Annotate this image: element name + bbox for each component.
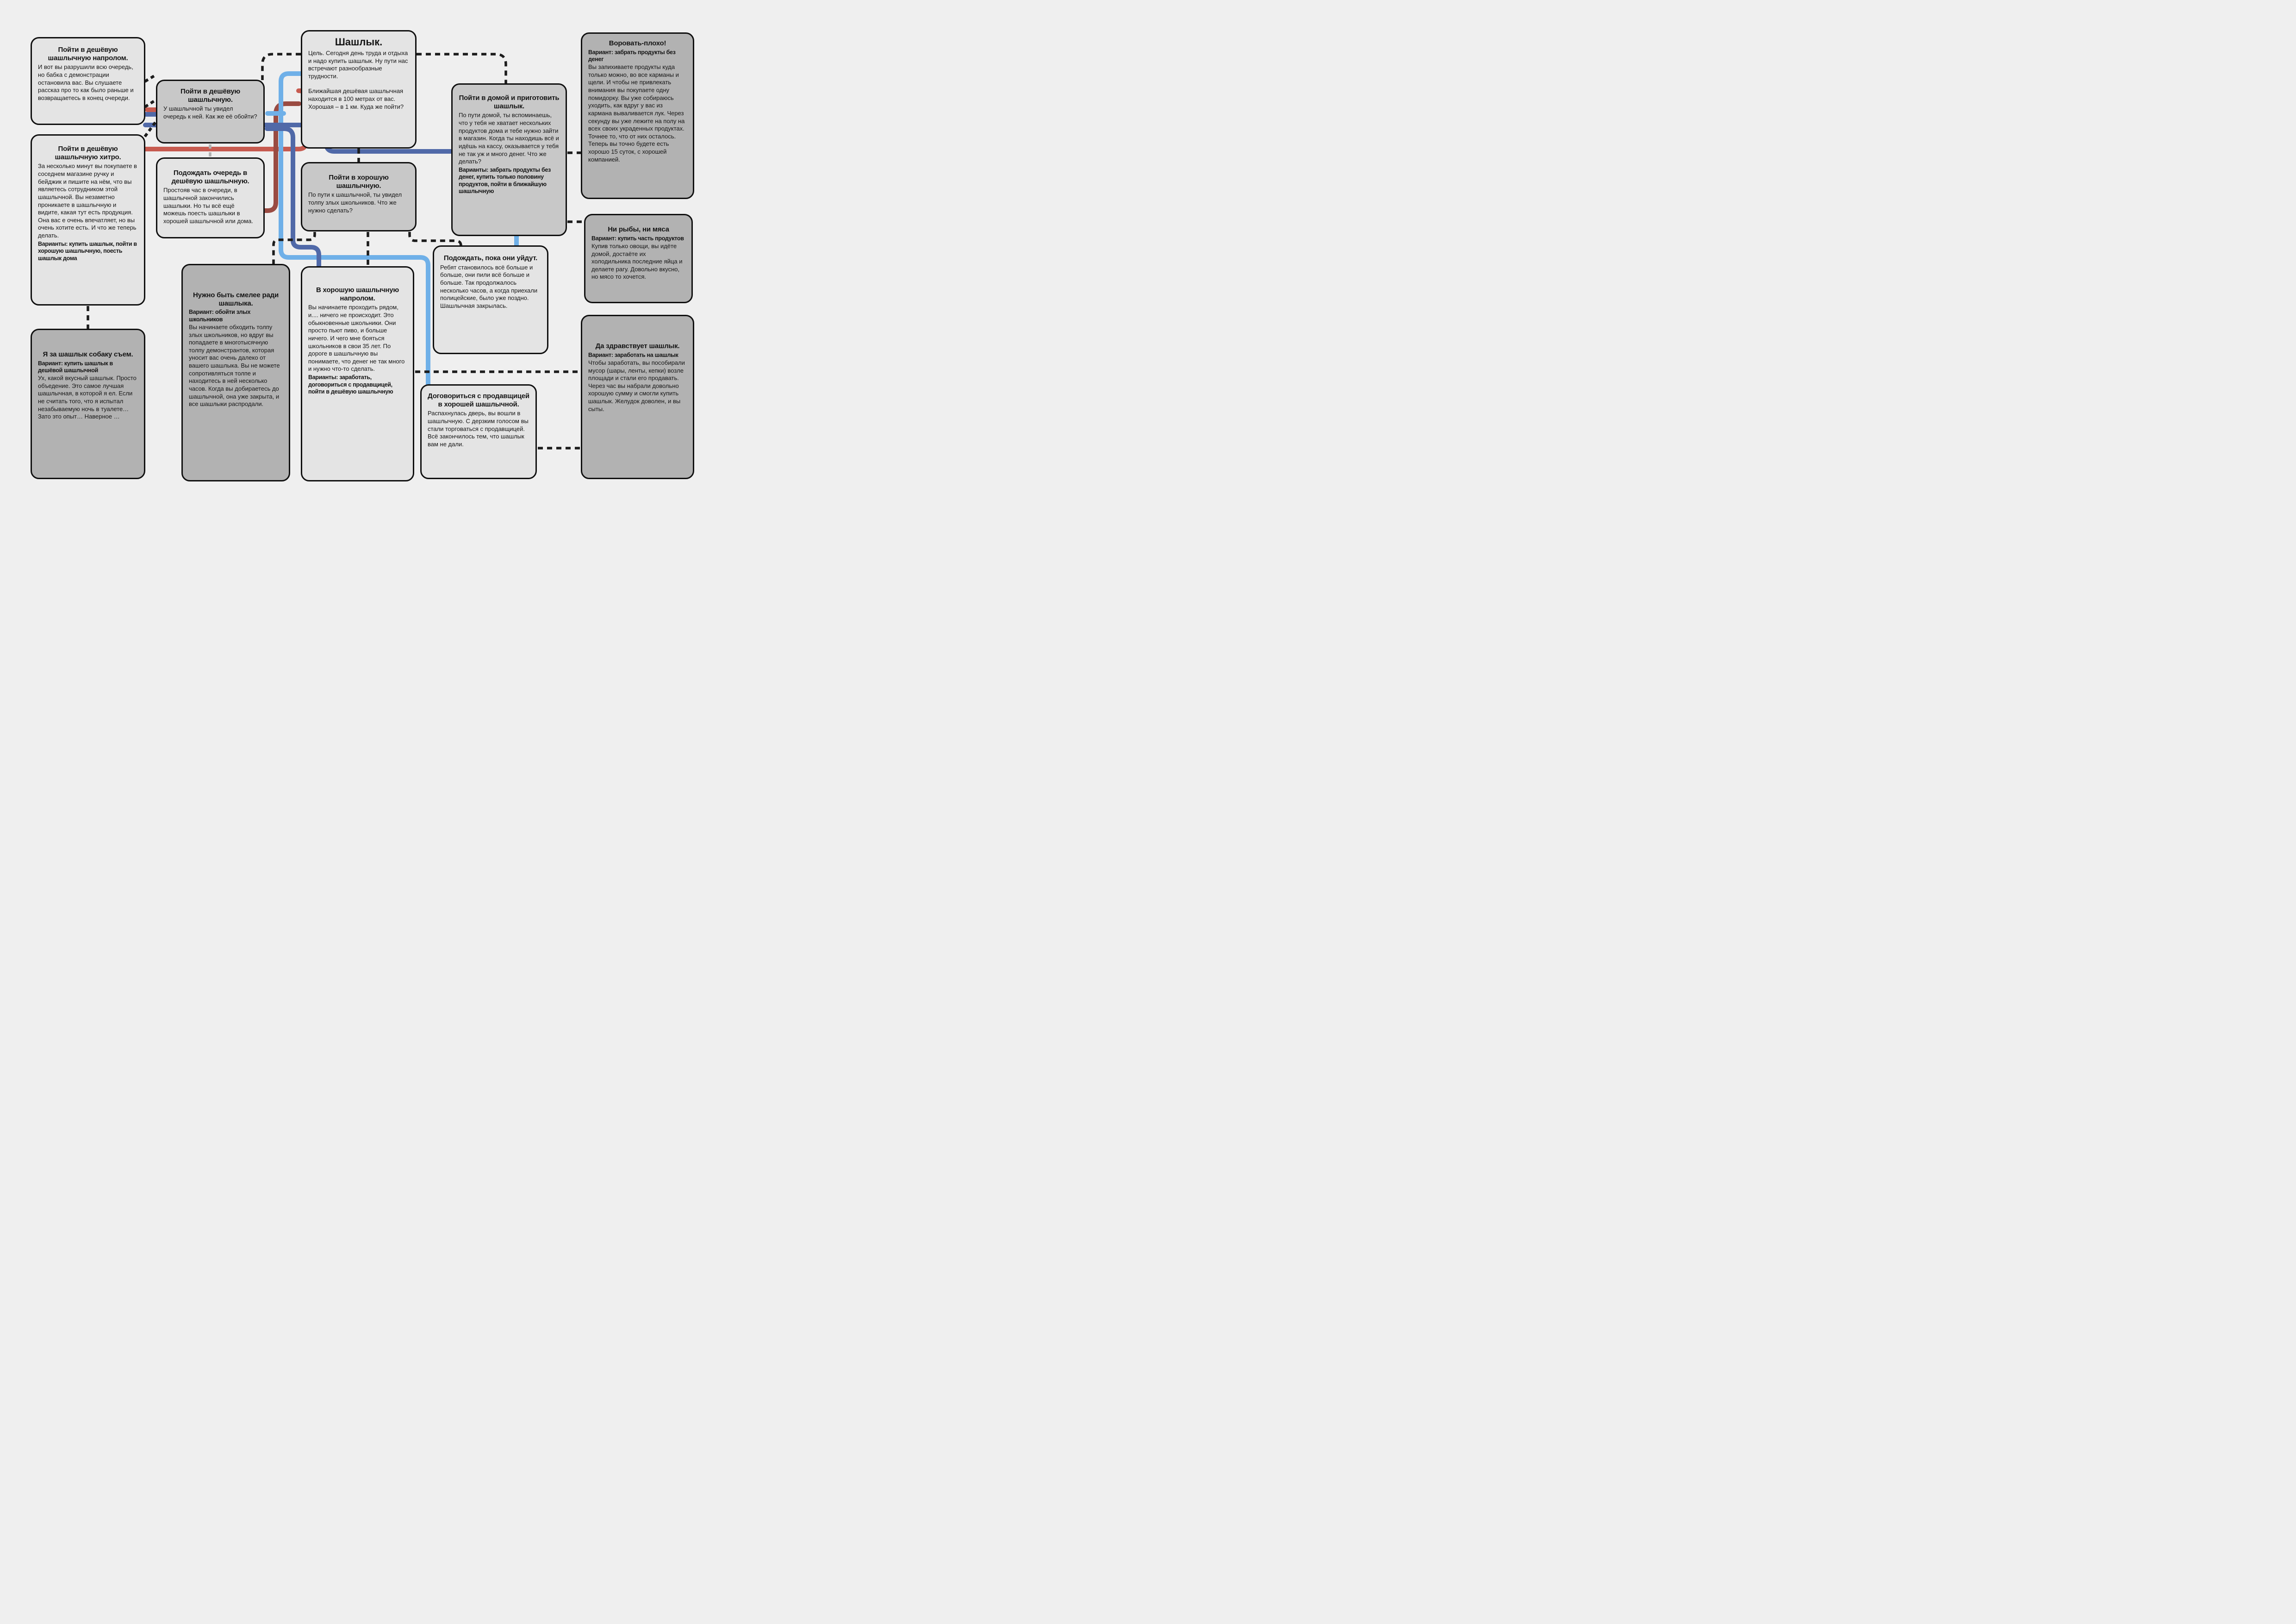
node-no-fish-no-meat-variant: Вариант: купить часть продуктов [591, 235, 684, 242]
node-good-body: По пути к шашлычной, ты увидел толпу злых школьников. Что же нужно сделать? [308, 191, 402, 214]
node-shashlik [301, 30, 417, 149]
link-blunt-to-cheap-diag [145, 75, 156, 81]
flowchart-canvas [0, 0, 726, 513]
node-cheap-blunt-body: И вот вы разрушили всю очередь, но бабка с демонстрации остановила вас. Вы слушаете рассказ про то как было раньше и возвращаетесь в конец очереди. [38, 63, 134, 101]
node-cheap-blunt-title: Пойти в дешёвую шашлычную напролом. [48, 46, 128, 62]
node-be-braver-body: Вы начинаете обходить толпу злых школьников, но вдруг вы попадаете в многотысячную толпу демонстрантов, которая уносит вас очень далеко от вашего шашлыка. Вы не можете сопротивляться толпе и находитесь в ней несколько часов. Когда вы добираетесь до шашлычной, она уже закрыта, и все шашлыки распродали. [189, 323, 280, 408]
node-wait-leave [433, 245, 548, 354]
node-eat-dog-variant: Вариант: купить шашлык в дешёвой шашлычной [38, 360, 113, 374]
node-cheap-blunt [31, 37, 145, 125]
node-negotiate-title: Договориться с продавщицей в хорошей шашлычной. [428, 392, 529, 408]
node-be-braver-variant: Вариант: обойти злых школьников [189, 309, 251, 323]
node-eat-dog-body: Ух, какой вкусный шашлык. Просто объедение. Это самое лучшая шашлычная, в которой я ел. Если не считать того, что я испытал незабываемую ночь в туалете… Зато это опыт… Наверное … [38, 375, 137, 420]
node-cheap-body: У шашлычной ты увидел очередь к ней. Как же её обойти? [163, 105, 257, 120]
node-long-live [581, 315, 694, 479]
node-wait-queue [156, 157, 265, 238]
node-long-live-title: Да здравствует шашлык. [595, 342, 680, 350]
link-blunt-to-cheap-diag2 [145, 100, 156, 107]
node-wait-leave-body: Ребят становилось всё больше и больше, они пили всё больше и больше. Так продолжалось несколько часов, а когда приехали полицейские, было уже поздно. Шашлычная закрылась. [440, 263, 538, 309]
node-no-fish-no-meat [584, 214, 693, 303]
node-go-home-options: Варианты: забрать продукты без денег, купить только половину продуктов, пойти в ближайшую шашлычную [459, 166, 551, 195]
node-go-home [451, 83, 567, 236]
node-cheap-clever-body: За несколько минут вы покупаете в соседнем магазине ручку и бейджик и пишите на нём, что вы являетесь сотрудником этой шашлычной. Вы незаметно проникаете в шашлычную и видите, какая тут есть продукция. Она вас е очень впечатляет, но вы очень хотите есть. И что же теперь делать. [38, 162, 137, 239]
node-go-home-body: По пути домой, ты вспоминаешь, что у тебя не хватает нескольких продуктов дома и тебе нужно зайти в магазин. Когда ты находишь всё и идёшь на кассу, оказывается у тебя не так уж и много денег. Что же делать? [459, 112, 559, 165]
node-stealing-bad [581, 32, 694, 199]
node-be-braver [181, 264, 290, 481]
link-shashlik-to-home [417, 54, 506, 84]
node-good-blunt [301, 266, 414, 481]
node-be-braver-title: Нужно быть смелее ради шашлыка. [193, 291, 279, 307]
node-good-blunt-title: В хорошую шашлычную напролом. [316, 286, 399, 302]
node-cheap-title: Пойти в дешёвую шашлычную. [180, 87, 240, 104]
node-eat-dog [31, 329, 145, 479]
node-no-fish-no-meat-title: Ни рыбы, ни мяса [608, 225, 669, 233]
node-stealing-bad-variant: Вариант: забрать продукты без денег [588, 49, 676, 62]
node-negotiate [420, 384, 537, 479]
node-cheap-clever-options: Варианты: купить шашлык, пойти в хорошую шашлычную, поесть шашлык дома [38, 240, 137, 262]
node-stealing-bad-title: Воровать-плохо! [609, 39, 666, 47]
node-good-blunt-options: Варианты: заработать, договориться с продавщицей, пойти в дешёвую шашлычную [308, 374, 393, 395]
node-no-fish-no-meat-body: Купив только овощи, вы идёте домой, достаёте их холодильника последние яйца и делаете рагу. Довольно вкусно, но мясо то хочется. [591, 242, 683, 281]
node-shashlik-title: Шашлык. [335, 36, 383, 48]
node-wait-leave-title: Подождать, пока они уйдут. [443, 254, 538, 262]
node-cheap [156, 80, 265, 144]
node-cheap-clever [31, 134, 145, 306]
node-long-live-variant: Вариант: заработать на шашлык [588, 351, 678, 358]
node-shashlik-body: Цель. Сегодня день труда и отдыха и надо купить шашлык. Ну пути нас встречают разнообразные трудности. [308, 49, 408, 80]
node-stealing-bad-body: Вы запихиваете продукты куда только можно, во все карманы и щели. И чтобы не привлекать внимания вы покупаете одну помидорку. Вы уже собираюсь уходить, как вдруг у вас из кармана вываливается лук. Через секунду вы уже лежите на полу на всех своих украденных продуктах. Точнее то, что от них осталось. Теперь вы точно будете есть хорошо 15 суток, с хорошей компанией. [588, 63, 685, 163]
node-good-title: Пойти в хорошую шашлычную. [329, 174, 389, 190]
node-good-blunt-body: Вы начинаете проходить рядом, и.... ничего не происходит. Это обыкновенные школьники. Они просто пьют пиво, и больше ничего. И чего мне бояться школьников в свои 35 лет. По дороге в шашлычную вы понимаете, что денег не так много и нужно что-то сделать. [308, 304, 405, 373]
node-eat-dog-title: Я за шашлык собаку съем. [43, 350, 133, 358]
node-shashlik-body2: Ближайшая дешёвая шашлычная находится в 100 метрах от вас. Хорошая – в 1 км. Куда же пойти? [308, 87, 404, 110]
node-long-live-body: Чтобы заработать, вы пособирали мусор (шары, ленты, кепки) возле площади и стали его продавать. Через час вы набрали довольно хорошую сумму и смогли купить шашлык. Желудок доволен, и вы сыты. [588, 359, 685, 412]
link-good-to-waitleave [410, 232, 461, 246]
node-negotiate-body: Распахнулась дверь, вы вошли в шашлычную. С дерзким голосом вы стали торговаться с продавщицей. Всё закончилось тем, что шашлык вам не дали. [428, 410, 529, 448]
node-wait-queue-title: Подождать очередь в дешёвую шашлычную. [171, 169, 249, 185]
node-good [301, 162, 417, 231]
node-go-home-title: Пойти в домой и приготовить шашлык. [459, 94, 560, 110]
node-cheap-clever-title: Пойти в дешёвую шашлычную хитро. [55, 145, 121, 161]
node-wait-queue-body: Простояв час в очереди, в шашлычной закончились шашлыки. Но ты всё ещё можешь поесть шашлыки в хорошей шашлычной или дома. [163, 187, 253, 225]
